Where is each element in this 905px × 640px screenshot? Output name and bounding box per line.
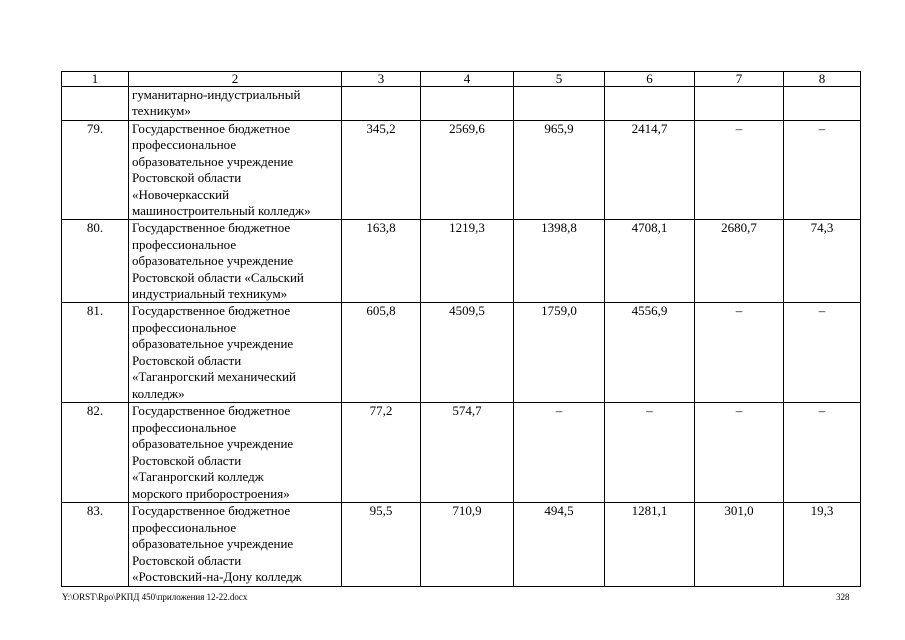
institution-name: Государственное бюджетное профессиональное образовательное учреждение Ростовской области «Таганрогский колледж морского приборостроения» [129, 403, 342, 503]
value-cell: – [514, 403, 605, 503]
row-number: 81. [62, 303, 129, 403]
institution-name: Государственное бюджетное профессиональное образовательное учреждение Ростовской области «Новочеркасский машиностроительный колледж» [129, 121, 342, 220]
value-cell: 95,5 [342, 503, 421, 586]
value-cell: – [605, 403, 695, 503]
value-cell: 163,8 [342, 220, 421, 303]
value-cell: 965,9 [514, 121, 605, 220]
row-number: 83. [62, 503, 129, 586]
value-cell: 494,5 [514, 503, 605, 586]
footer-page-number: 328 [836, 592, 850, 602]
value-cell: 605,8 [342, 303, 421, 403]
value-cell: 301,0 [695, 503, 784, 586]
header-row [62, 72, 861, 87]
row-number [62, 87, 129, 121]
row-number: 79. [62, 121, 129, 220]
value-cell: 710,9 [421, 503, 514, 586]
data-table [61, 71, 861, 587]
institution-name: гуманитарно-индустриальный техникум» [129, 87, 342, 121]
value-cell: – [784, 403, 861, 503]
value-cell: – [695, 303, 784, 403]
institution-name: Государственное бюджетное профессиональное образовательное учреждение Ростовской области «Таганрогский механический колледж» [129, 303, 342, 403]
value-cell: 345,2 [342, 121, 421, 220]
column-header: 3 [342, 72, 421, 87]
value-cell: 2414,7 [605, 121, 695, 220]
value-cell: – [695, 121, 784, 220]
column-header: 5 [514, 72, 605, 87]
value-cell: 74,3 [784, 220, 861, 303]
value-cell: – [695, 403, 784, 503]
column-header: 8 [784, 72, 861, 87]
value-cell: 1759,0 [514, 303, 605, 403]
table-row [62, 303, 861, 403]
value-cell [784, 87, 861, 121]
value-cell: 1219,3 [421, 220, 514, 303]
institution-name: Государственное бюджетное профессиональное образовательное учреждение Ростовской области «Ростовский-на-Дону колледж [129, 503, 342, 586]
column-header: 6 [605, 72, 695, 87]
footer-file-path: Y:\ORST\Rpo\РКПД 450\приложения 12-22.docx [62, 592, 248, 602]
column-header: 4 [421, 72, 514, 87]
column-header: 1 [62, 72, 129, 87]
value-cell: 77,2 [342, 403, 421, 503]
institution-name: Государственное бюджетное профессиональное образовательное учреждение Ростовской области «Сальский индустриальный техникум» [129, 220, 342, 303]
table-row [62, 503, 861, 586]
value-cell: – [784, 121, 861, 220]
table-row [62, 121, 861, 220]
value-cell: 574,7 [421, 403, 514, 503]
value-cell [342, 87, 421, 121]
table-row [62, 87, 861, 121]
value-cell [514, 87, 605, 121]
value-cell [605, 87, 695, 121]
value-cell: 4556,9 [605, 303, 695, 403]
value-cell: 2680,7 [695, 220, 784, 303]
value-cell: 4509,5 [421, 303, 514, 403]
value-cell [421, 87, 514, 121]
value-cell: 19,3 [784, 503, 861, 586]
value-cell: 2569,6 [421, 121, 514, 220]
value-cell [695, 87, 784, 121]
table-row [62, 220, 861, 303]
value-cell: 1281,1 [605, 503, 695, 586]
table-row [62, 403, 861, 503]
value-cell: 4708,1 [605, 220, 695, 303]
value-cell: 1398,8 [514, 220, 605, 303]
column-header: 7 [695, 72, 784, 87]
row-number: 82. [62, 403, 129, 503]
column-header: 2 [129, 72, 342, 87]
value-cell: – [784, 303, 861, 403]
row-number: 80. [62, 220, 129, 303]
